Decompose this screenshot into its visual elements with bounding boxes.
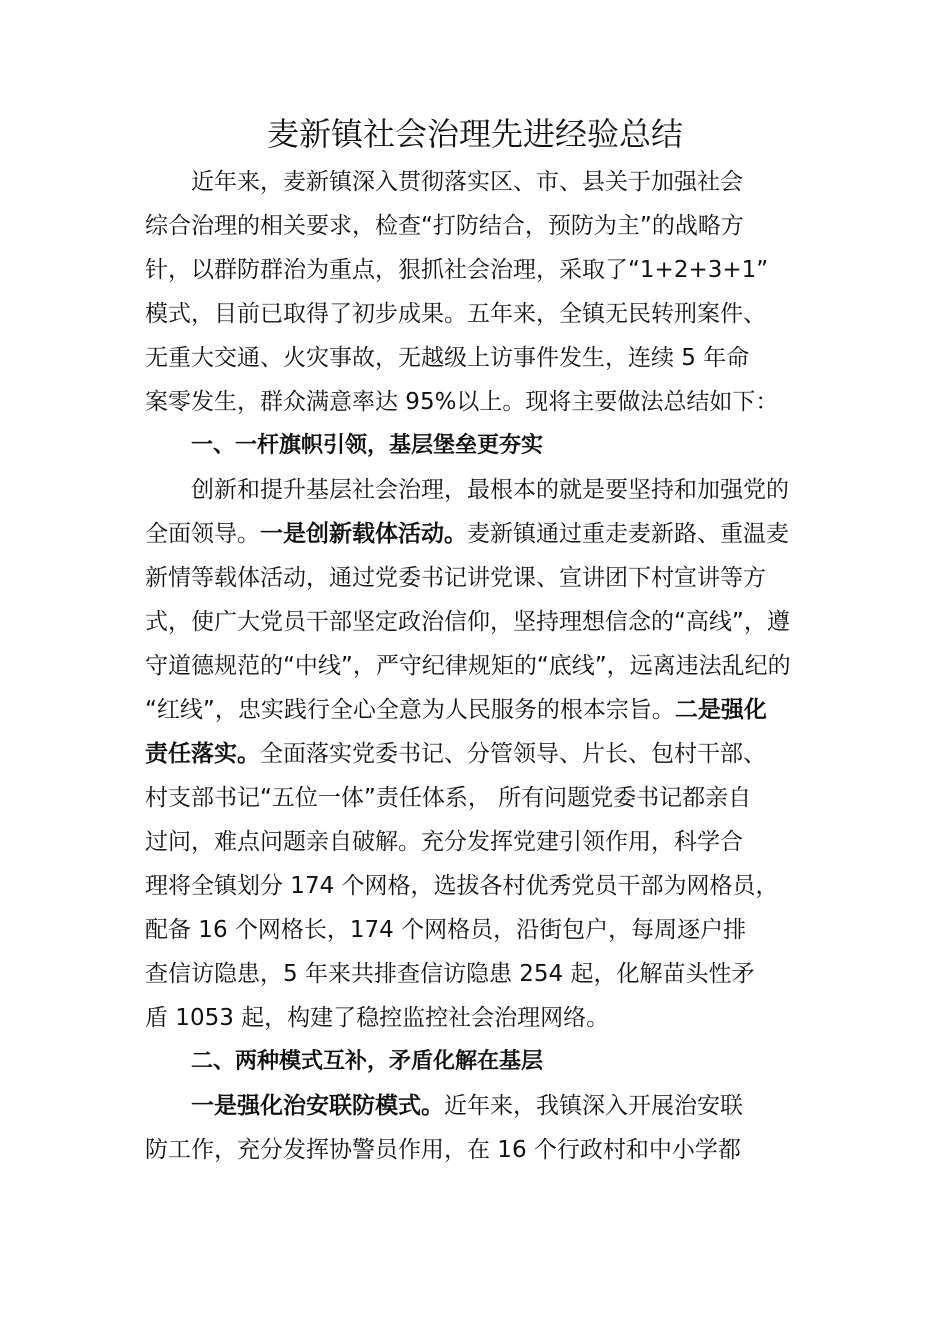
- paragraph-line: 防工作，充分发挥协警员作用，在 16 个行政村和中小学都: [145, 1137, 741, 1163]
- paragraph-line: 创新和提升基层社会治理，最根本的就是要坚持和加强党的: [191, 477, 789, 503]
- paragraph-line: [145, 732, 835, 776]
- bold-phrase: 一是创新载体活动。: [260, 521, 467, 547]
- paragraph-line: 查信访隐患，5 年来共排查信访隐患 254 起，化解苗头性矛: [145, 961, 755, 987]
- line-text: 近年来，我镇深入开展治安联: [444, 1093, 743, 1119]
- paragraph-line: [145, 688, 835, 732]
- paragraph-line: [145, 1084, 835, 1128]
- section-heading-2: 二、两种模式互补，矛盾化解在基层: [191, 1049, 544, 1074]
- paragraph-line: 针，以群防群治为重点，狠抓社会治理，采取了“1+2+3+1”: [145, 257, 769, 283]
- paragraph-line: 模式，目前已取得了初步成果。五年来，全镇无民转刑案件、: [145, 301, 766, 327]
- paragraph-line: 配备 16 个网格长，174 个网格员，沿街包户，每周逐户排: [145, 917, 747, 943]
- paragraph-line: 理将全镇划分 174 个网格，选拔各村优秀党员干部为网格员，: [145, 873, 779, 899]
- paragraph-line: 综合治理的相关要求，检查“打防结合，预防为主”的战略方: [145, 213, 744, 239]
- paragraph-line: 案零发生，群众满意率达 95%以上。现将主要做法总结如下：: [145, 389, 779, 415]
- paragraph-line: 新情等载体活动，通过党委书记讲党课、宣讲团下村宣讲等方: [145, 565, 766, 591]
- bold-phrase: 二是强化: [674, 697, 767, 723]
- line-text: 全面落实党委书记、分管领导、片长、包村干部、: [260, 741, 766, 767]
- paragraph-line: 村支部书记“五位一体”责任体系， 所有问题党委书记都亲自: [145, 785, 752, 811]
- paragraph-line: 无重大交通、火灾事故，无越级上访事件发生，连续 5 年命: [145, 345, 750, 371]
- line-text: 全面领导。: [145, 521, 260, 547]
- paragraph-line: [145, 512, 835, 556]
- paragraph-line: 近年来，麦新镇深入贯彻落实区、市、县关于加强社会: [191, 169, 743, 195]
- bold-phrase: 一是强化治安联防模式。: [191, 1093, 444, 1119]
- line-text: 麦新镇通过重走麦新路、重温麦: [467, 521, 789, 547]
- bold-phrase: 责任落实。: [145, 741, 260, 767]
- section-heading-1: 一、一杆旗帜引领，基层堡垒更夯实: [191, 433, 544, 458]
- paragraph-line: 盾 1053 起，构建了稳控监控社会治理网络。: [145, 1005, 610, 1031]
- paragraph-line: 过问，难点问题亲自破解。充分发挥党建引领作用，科学合: [145, 829, 743, 855]
- paragraph-line: 守道德规范的“中线”，严守纪律规矩的“底线”，远离违法乱纪的: [145, 653, 791, 679]
- document-body: [145, 160, 835, 1172]
- document-title: 麦新镇社会治理先进经验总结: [266, 115, 683, 153]
- line-text: “红线”，忠实践行全心全意为人民服务的根本宗旨。: [145, 697, 675, 723]
- paragraph-line: 式，使广大党员干部坚定政治信仰，坚持理想信念的“高线”，遵: [145, 609, 790, 635]
